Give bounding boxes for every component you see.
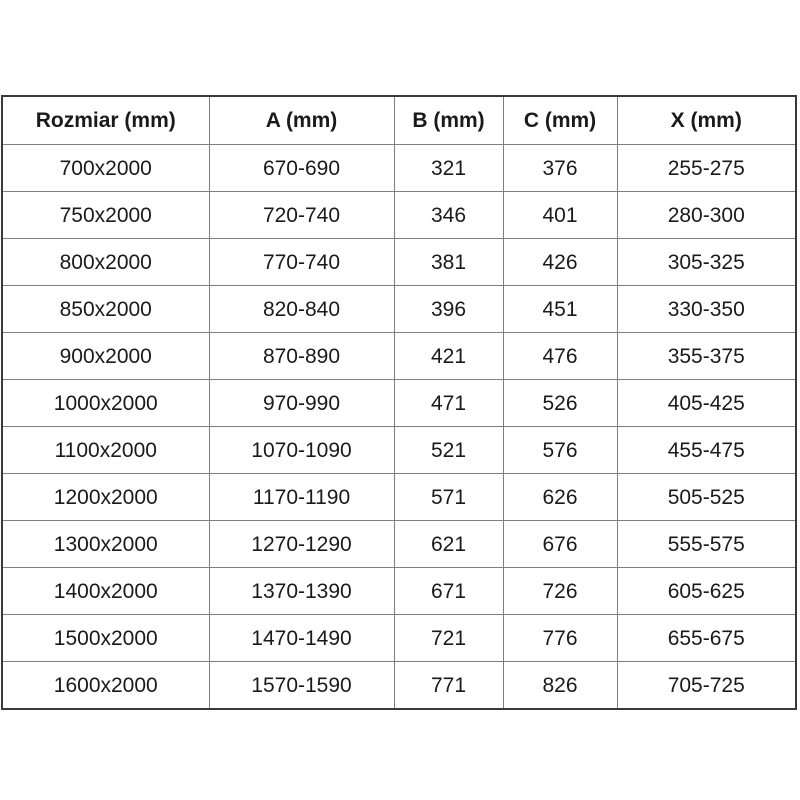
- table-row: [2, 662, 796, 710]
- cell-b: 471: [394, 380, 503, 427]
- cell-c: 576: [503, 427, 617, 474]
- cell-b: 381: [394, 239, 503, 286]
- cell-a: 820-840: [209, 286, 394, 333]
- cell-c: 476: [503, 333, 617, 380]
- table-row: [2, 333, 796, 380]
- cell-size: 1000x2000: [2, 380, 209, 427]
- cell-a: 1470-1490: [209, 615, 394, 662]
- cell-b: 621: [394, 521, 503, 568]
- cell-a: 1570-1590: [209, 662, 394, 710]
- cell-size: 750x2000: [2, 192, 209, 239]
- cell-size: 1500x2000: [2, 615, 209, 662]
- cell-a: 1170-1190: [209, 474, 394, 521]
- cell-b: 521: [394, 427, 503, 474]
- cell-size: 1100x2000: [2, 427, 209, 474]
- cell-a: 1070-1090: [209, 427, 394, 474]
- table-row: [2, 568, 796, 615]
- cell-b: 396: [394, 286, 503, 333]
- cell-size: 900x2000: [2, 333, 209, 380]
- cell-c: 776: [503, 615, 617, 662]
- cell-c: 826: [503, 662, 617, 710]
- col-header-rozmiar: Rozmiar (mm): [2, 96, 209, 145]
- cell-a: 870-890: [209, 333, 394, 380]
- cell-c: 426: [503, 239, 617, 286]
- table-header: [2, 96, 796, 145]
- cell-size: 850x2000: [2, 286, 209, 333]
- cell-c: 726: [503, 568, 617, 615]
- cell-c: 676: [503, 521, 617, 568]
- cell-x: 555-575: [617, 521, 796, 568]
- dimensions-table: [1, 95, 797, 710]
- cell-size: 800x2000: [2, 239, 209, 286]
- col-header-b: B (mm): [394, 96, 503, 145]
- table-row: [2, 521, 796, 568]
- table-row: [2, 286, 796, 333]
- header-row: [2, 96, 796, 145]
- cell-x: 355-375: [617, 333, 796, 380]
- cell-size: 1600x2000: [2, 662, 209, 710]
- cell-size: 1200x2000: [2, 474, 209, 521]
- cell-a: 1270-1290: [209, 521, 394, 568]
- cell-x: 655-675: [617, 615, 796, 662]
- cell-a: 670-690: [209, 145, 394, 192]
- cell-a: 970-990: [209, 380, 394, 427]
- cell-c: 451: [503, 286, 617, 333]
- table-row: [2, 380, 796, 427]
- cell-c: 526: [503, 380, 617, 427]
- cell-a: 1370-1390: [209, 568, 394, 615]
- cell-x: 705-725: [617, 662, 796, 710]
- cell-b: 771: [394, 662, 503, 710]
- table-row: [2, 192, 796, 239]
- cell-size: 1400x2000: [2, 568, 209, 615]
- cell-x: 305-325: [617, 239, 796, 286]
- table-row: [2, 615, 796, 662]
- cell-a: 720-740: [209, 192, 394, 239]
- cell-x: 405-425: [617, 380, 796, 427]
- cell-x: 455-475: [617, 427, 796, 474]
- table-row: [2, 239, 796, 286]
- table-body: [2, 145, 796, 710]
- cell-c: 401: [503, 192, 617, 239]
- cell-b: 321: [394, 145, 503, 192]
- cell-x: 605-625: [617, 568, 796, 615]
- cell-x: 330-350: [617, 286, 796, 333]
- cell-a: 770-740: [209, 239, 394, 286]
- cell-size: 700x2000: [2, 145, 209, 192]
- col-header-x: X (mm): [617, 96, 796, 145]
- cell-b: 346: [394, 192, 503, 239]
- cell-size: 1300x2000: [2, 521, 209, 568]
- cell-x: 255-275: [617, 145, 796, 192]
- cell-c: 626: [503, 474, 617, 521]
- col-header-a: A (mm): [209, 96, 394, 145]
- cell-c: 376: [503, 145, 617, 192]
- col-header-c: C (mm): [503, 96, 617, 145]
- cell-b: 421: [394, 333, 503, 380]
- cell-b: 721: [394, 615, 503, 662]
- cell-x: 280-300: [617, 192, 796, 239]
- cell-x: 505-525: [617, 474, 796, 521]
- cell-b: 571: [394, 474, 503, 521]
- table-row: [2, 427, 796, 474]
- cell-b: 671: [394, 568, 503, 615]
- table-row: [2, 145, 796, 192]
- table-row: [2, 474, 796, 521]
